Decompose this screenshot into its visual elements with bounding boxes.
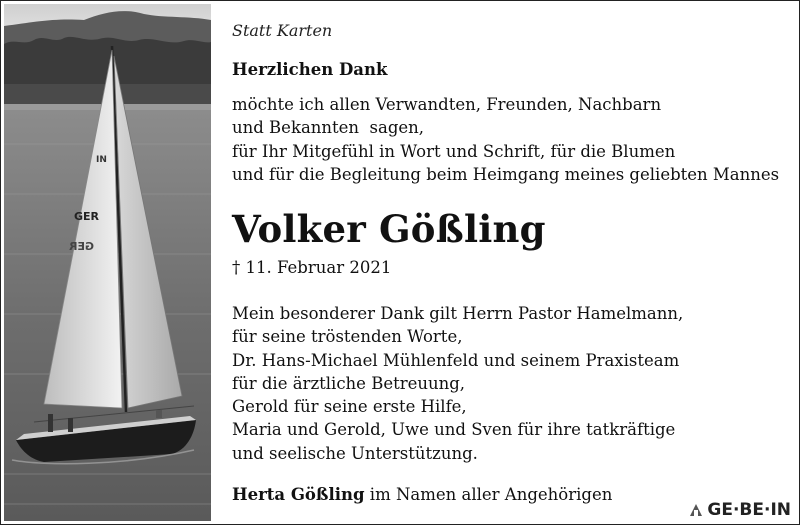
special-thanks-line: Mein besonderer Dank gilt Herrn Pastor Hamelmann, — [232, 304, 684, 323]
special-thanks-line: Dr. Hans-Michael Mühlenfeld und seinem Praxisteam — [232, 350, 680, 370]
sailboat-photo — [4, 4, 211, 521]
special-thanks-line: und seelische Unterstützung. — [232, 443, 478, 463]
thanks-line: und für die Begleitung beim Heimgang meines geliebten Mannes — [232, 164, 780, 184]
thanks-line: für Ihr Mitgefühl in Wort und Schrift, für die Blumen — [232, 141, 676, 161]
thanks-paragraph — [232, 93, 779, 186]
sail-mark-ger: GER — [74, 210, 100, 223]
deceased-name: Volker Gößling — [232, 207, 546, 251]
signature-name: Herta Gößling — [232, 485, 365, 504]
special-thanks-line: Maria und Gerold, Uwe und Sven für ihre tatkräftige — [232, 420, 676, 440]
special-thanks-line: für seine tröstenden Worte, — [232, 327, 463, 347]
death-date: † 11. Februar 2021 — [232, 258, 392, 277]
sail-mark-ger-mirrored: GER — [68, 240, 94, 253]
thanks-heading: Herzlichen Dank — [232, 60, 388, 79]
thanks-line: und Bekannten sagen, — [232, 118, 425, 138]
special-thanks-line: Gerold für seine erste Hilfe, — [232, 397, 467, 417]
signature — [232, 485, 612, 504]
gebein-logo-icon — [688, 502, 704, 518]
sail-mark-number: IN — [96, 155, 107, 165]
special-thanks-line: für die ärztliche Betreuung, — [232, 373, 466, 393]
statt-karten-label: Statt Karten — [232, 21, 333, 40]
gebein-logo — [688, 500, 791, 520]
thanks-line: möchte ich allen Verwandten, Freunden, Nachbarn — [232, 95, 662, 114]
signature-text: im Namen aller Angehörigen — [364, 485, 613, 504]
gebein-logo-text: GE·BE·IN — [707, 500, 791, 520]
special-thanks-paragraph — [232, 302, 683, 465]
